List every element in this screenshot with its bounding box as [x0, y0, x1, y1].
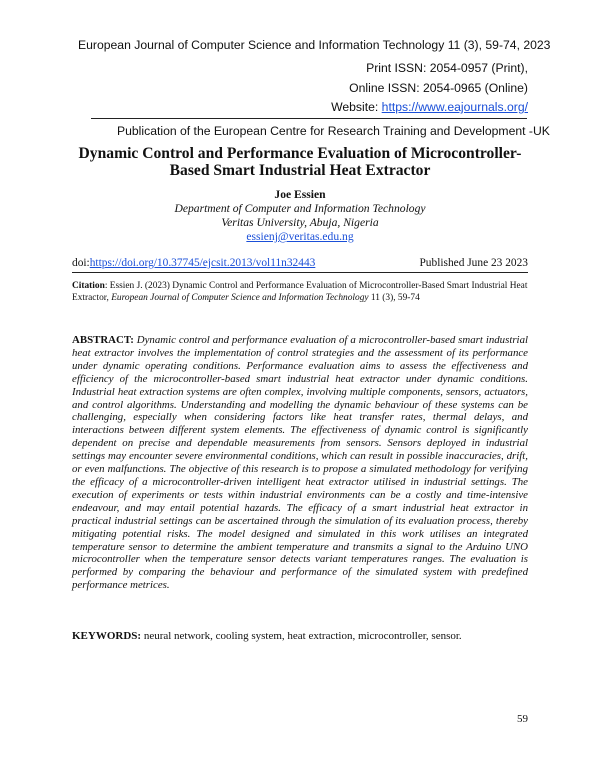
journal-header-line: European Journal of Computer Science and Information Technology 11 (3), 59-74, 2023 — [78, 38, 551, 52]
citation-journal: European Journal of Computer Science and Information Technology — [111, 292, 369, 303]
published-date: Published June 23 2023 — [419, 257, 528, 269]
abstract-label: ABSTRACT: — [72, 334, 134, 346]
author-name: Joe Essien — [274, 188, 326, 201]
citation-text: : Essien J. (2023) Dynamic Control and Performance Evaluation of Microcontroller-Based Smart Industrial Heat Extractor, — [72, 281, 528, 303]
publisher-line: Publication of the European Centre for Research Training and Development -UK — [117, 124, 550, 138]
author-university: Veritas University, Abuja, Nigeria — [221, 216, 379, 229]
doi-row — [72, 257, 528, 269]
abstract-block — [72, 334, 528, 592]
online-issn: Online ISSN: 2054-0965 (Online) — [349, 81, 528, 95]
citation-label: Citation — [72, 281, 105, 291]
website-link[interactable]: https://www.eajournals.org/ — [381, 100, 528, 114]
citation-block — [72, 281, 528, 304]
keywords-text: neural network, cooling system, heat extraction, microcontroller, sensor. — [141, 630, 462, 642]
doi-label: doi: — [72, 257, 90, 269]
page-number: 59 — [517, 713, 528, 725]
abstract-text: Dynamic control and performance evaluation of a microcontroller-based smart industrial heat extractor involves the implementation of control strategies and the assessment of its performance under dynamic operating conditions. Performance evaluation aims to assess the effectiveness and efficiency of the microcontroller-based smart industrial heat extractor under dynamic conditions. Industrial heat extraction systems are often complex, involving multiple components, sensors, actuators, and control algorithms. Understanding and modelling the dynamic behaviour of these systems can be challenging, especially when considering factors like heat transfer rates, thermal delays, and interactions between different system elements. The effectiveness of dynamic control is significantly dependent on precise and dependable measurements from sensors. Sensors deployed in industrial settings may encounter severe environmental conditions, which can result in possible inaccuracies, drift, or even malfunctions. The objective of this research is to propose a simulated methodology for verifying the efficacy of a microcontroller-driven intelligent heat extractor utilised in industrial settings. The execution of experiments or tests within industrial environments can be a costly and time-intensive endeavour, and may entail potential hazards. The efficacy of a smart industrial heat extractor in practical industrial settings can be ascertained through the simulation of its evaluation process, thereby mitigating potential risks. The model designed and simulated in this work utilises an integrated temperature sensor to determine the ambient temperature and transmits a signal to the Arduino UNO microcontroller when the temperature sensor detects variant temperatures ranges. The evaluation is performed by comparing the behaviour and performance of the simulated system with predefined performance metrices. — [72, 334, 528, 592]
title-line-2: Based Smart Industrial Heat Extractor — [169, 162, 431, 179]
header-rule-top — [91, 118, 527, 119]
print-issn: Print ISSN: 2054-0957 (Print), — [366, 61, 528, 75]
doi-link[interactable]: https://doi.org/10.37745/ejcsit.2013/vol11n32443 — [89, 257, 316, 269]
author-email-line — [60, 230, 540, 244]
citation-issue: 11 (3), 59-74 — [368, 292, 420, 303]
doi-line — [72, 257, 315, 269]
website-label: Website: — [331, 100, 382, 114]
author-email-link[interactable]: essienj@veritas.edu.ng — [246, 230, 354, 243]
website-line — [331, 100, 528, 114]
title-line-1: Dynamic Control and Performance Evaluation of Microcontroller- — [78, 145, 522, 162]
keywords-block — [72, 630, 528, 643]
paper-title — [60, 145, 540, 179]
author-department: Department of Computer and Information Technology — [174, 202, 426, 215]
doi-rule — [72, 272, 528, 273]
keywords-label: KEYWORDS: — [72, 630, 142, 642]
